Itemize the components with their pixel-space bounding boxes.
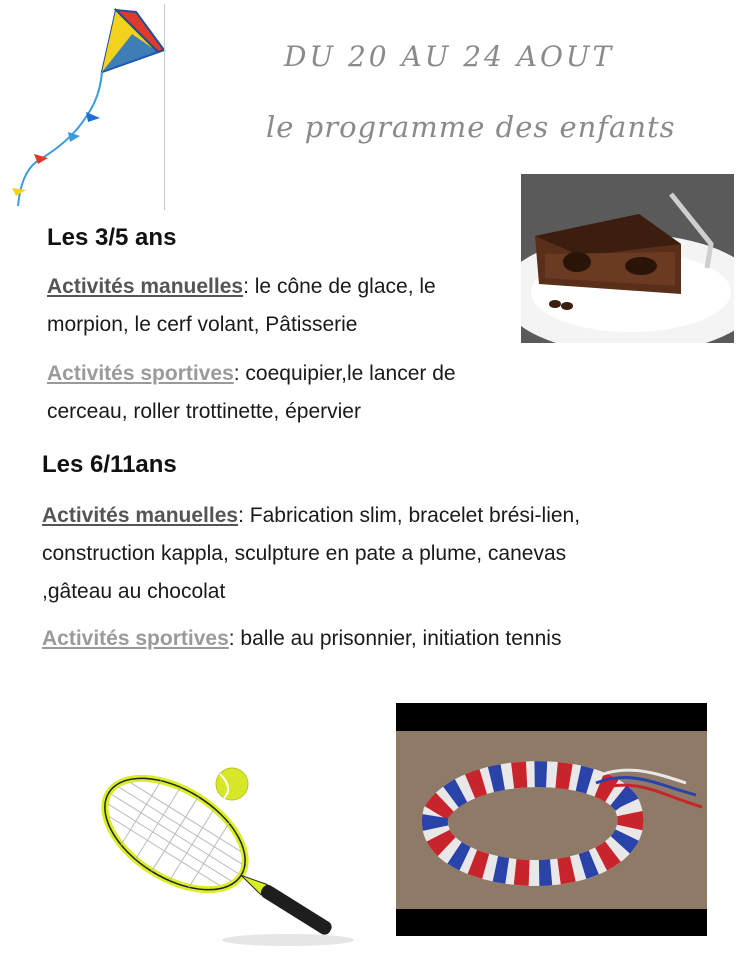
manual-activities-text: : le cône de glace, le morpion, le cerf volant, Pâtisserie	[47, 275, 436, 336]
sport-activities-label: Activités sportives	[47, 362, 234, 385]
kite-illustration	[8, 6, 168, 216]
age-group-6-11-heading: Les 6/11ans	[42, 451, 177, 478]
manual-activities-6-11	[42, 497, 632, 611]
header-divider	[164, 4, 165, 210]
sport-activities-label: Activités sportives	[42, 627, 229, 650]
sport-activities-3-5	[47, 355, 527, 431]
manual-activities-label: Activités manuelles	[42, 504, 239, 527]
manual-activities-label: Activités manuelles	[47, 275, 244, 298]
sport-activities-6-11	[42, 620, 632, 658]
tennis-racket-illustration	[80, 762, 370, 952]
manual-activities-text: : Fabrication slim, bracelet brési-lien, construction kappla, sculpture en pate a plume, canevas ,gâteau au chocolat	[42, 504, 581, 603]
sport-activities-text: : balle au prisonnier, initiation tennis	[228, 627, 562, 650]
friendship-bracelet-photo	[396, 703, 707, 936]
program-title: le programme des enfants	[266, 110, 676, 144]
sport-activities-text: : coequipier,le lancer de cerceau, roller trottinette, épervier	[47, 362, 456, 423]
manual-activities-3-5	[47, 268, 507, 344]
age-group-3-5-heading: Les 3/5 ans	[47, 224, 177, 251]
event-dates: DU 20 AU 24 AOUT	[284, 40, 615, 73]
chocolate-cake-photo	[521, 174, 734, 343]
